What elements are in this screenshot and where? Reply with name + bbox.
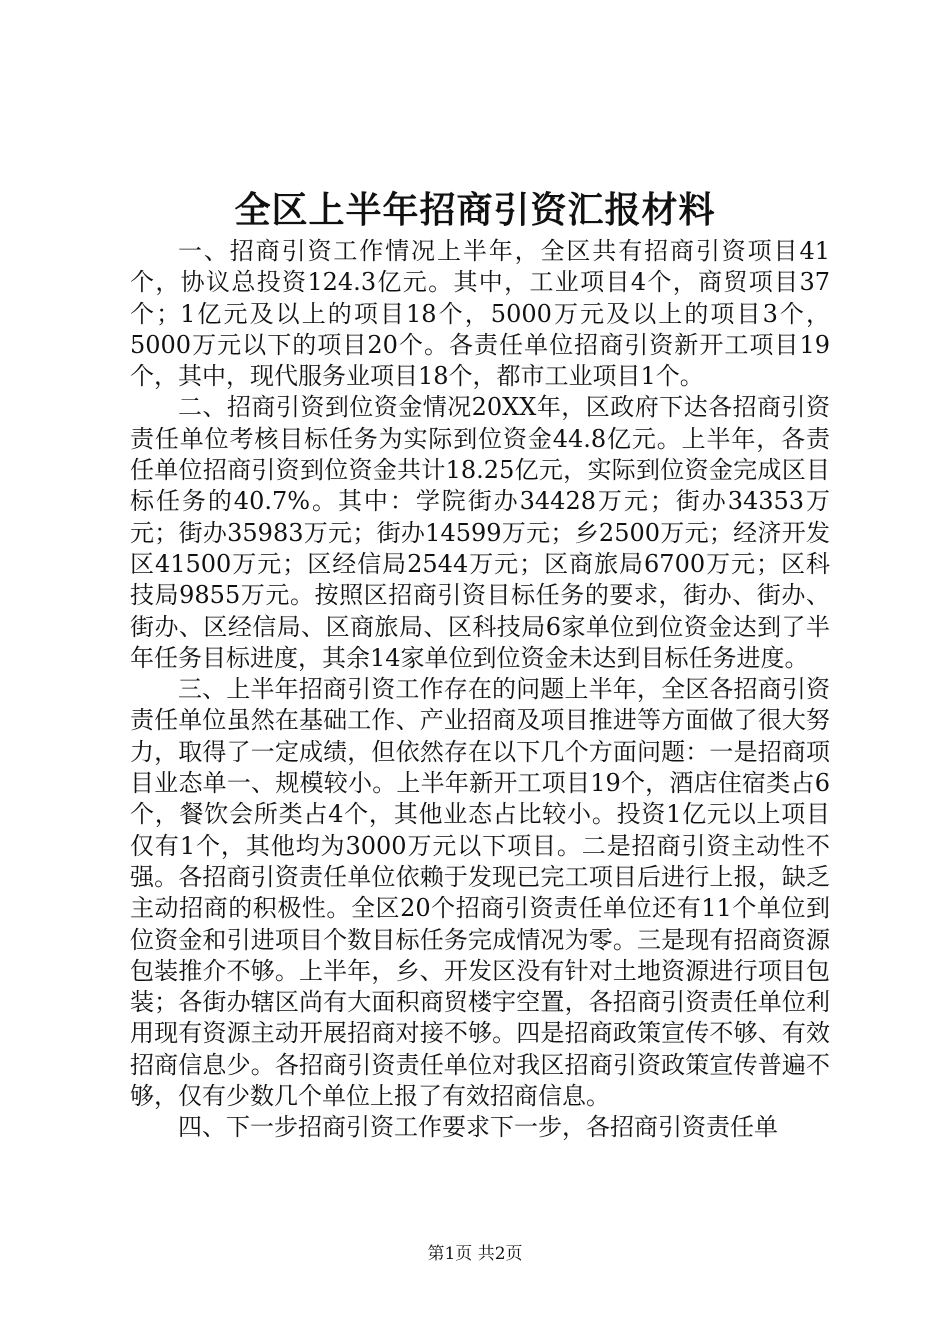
paragraph-2: 二、招商引资到位资金情况20XX年，区政府下达各招商引资责任单位考核目标任务为实际到位资金44.8亿元。上半年，各责任单位招商引资到位资金共计18.25亿元，实际到位资金完成区目标任务的40.7%。其中：学院街办34428万元；街办34353万元；街办35983万元；街办14599万元；乡2500万元；经济开发区41500万元；区经信局2544万元；区商旅局6700万元；区科技局9855万元。按照区招商引资目标任务的要求，街办、街办、街办、区经信局、区商旅局、区科技局6家单位到位资金达到了半年任务目标进度，其余14家单位到位资金未达到目标任务进度。 [130, 393, 830, 672]
document-body [130, 236, 830, 1144]
paragraph-4: 四、下一步招商引资工作要求下一步，各招商引资责任单 [178, 1113, 778, 1142]
document-title: 全区上半年招商引资汇报材料 [234, 189, 716, 231]
paragraph-3: 三、上半年招商引资工作存在的问题上半年，全区各招商引资责任单位虽然在基础工作、产业招商及项目推进等方面做了很大努力，取得了一定成绩，但依然存在以下几个方面问题：一是招商项目业态单一、规模较小。上半年新开工项目19个，酒店住宿类占6个，餐饮会所类占4个，其他业态占比较小。投资1亿元以上项目仅有1个，其他均为3000万元以下项目。二是招商引资主动性不强。各招商引资责任单位依赖于发现已完工项目后进行上报，缺乏主动招商的积极性。全区20个招商引资责任单位还有11个单位到位资金和引进项目个数目标任务完成情况为零。三是现有招商资源包装推介不够。上半年，乡、开发区没有针对土地资源进行项目包装；各街办辖区尚有大面积商贸楼宇空置，各招商引资责任单位利用现有资源主动开展招商对接不够。四是招商政策宣传不够、有效招商信息少。各招商引资责任单位对我区招商引资政策宣传普遍不够，仅有少数几个单位上报了有效招商信息。 [130, 675, 830, 1111]
page-number-footer: 第1页 共2页 [427, 1244, 523, 1264]
paragraph-1: 一、招商引资工作情况上半年，全区共有招商引资项目41个，协议总投资124.3亿元。其中，工业项目4个，商贸项目37个；1亿元及以上的项目18个，5000万元及以上的项目3个，5000万元以下的项目20个。各责任单位招商引资新开工项目19个，其中，现代服务业项目18个，都市工业项目1个。 [130, 237, 830, 391]
